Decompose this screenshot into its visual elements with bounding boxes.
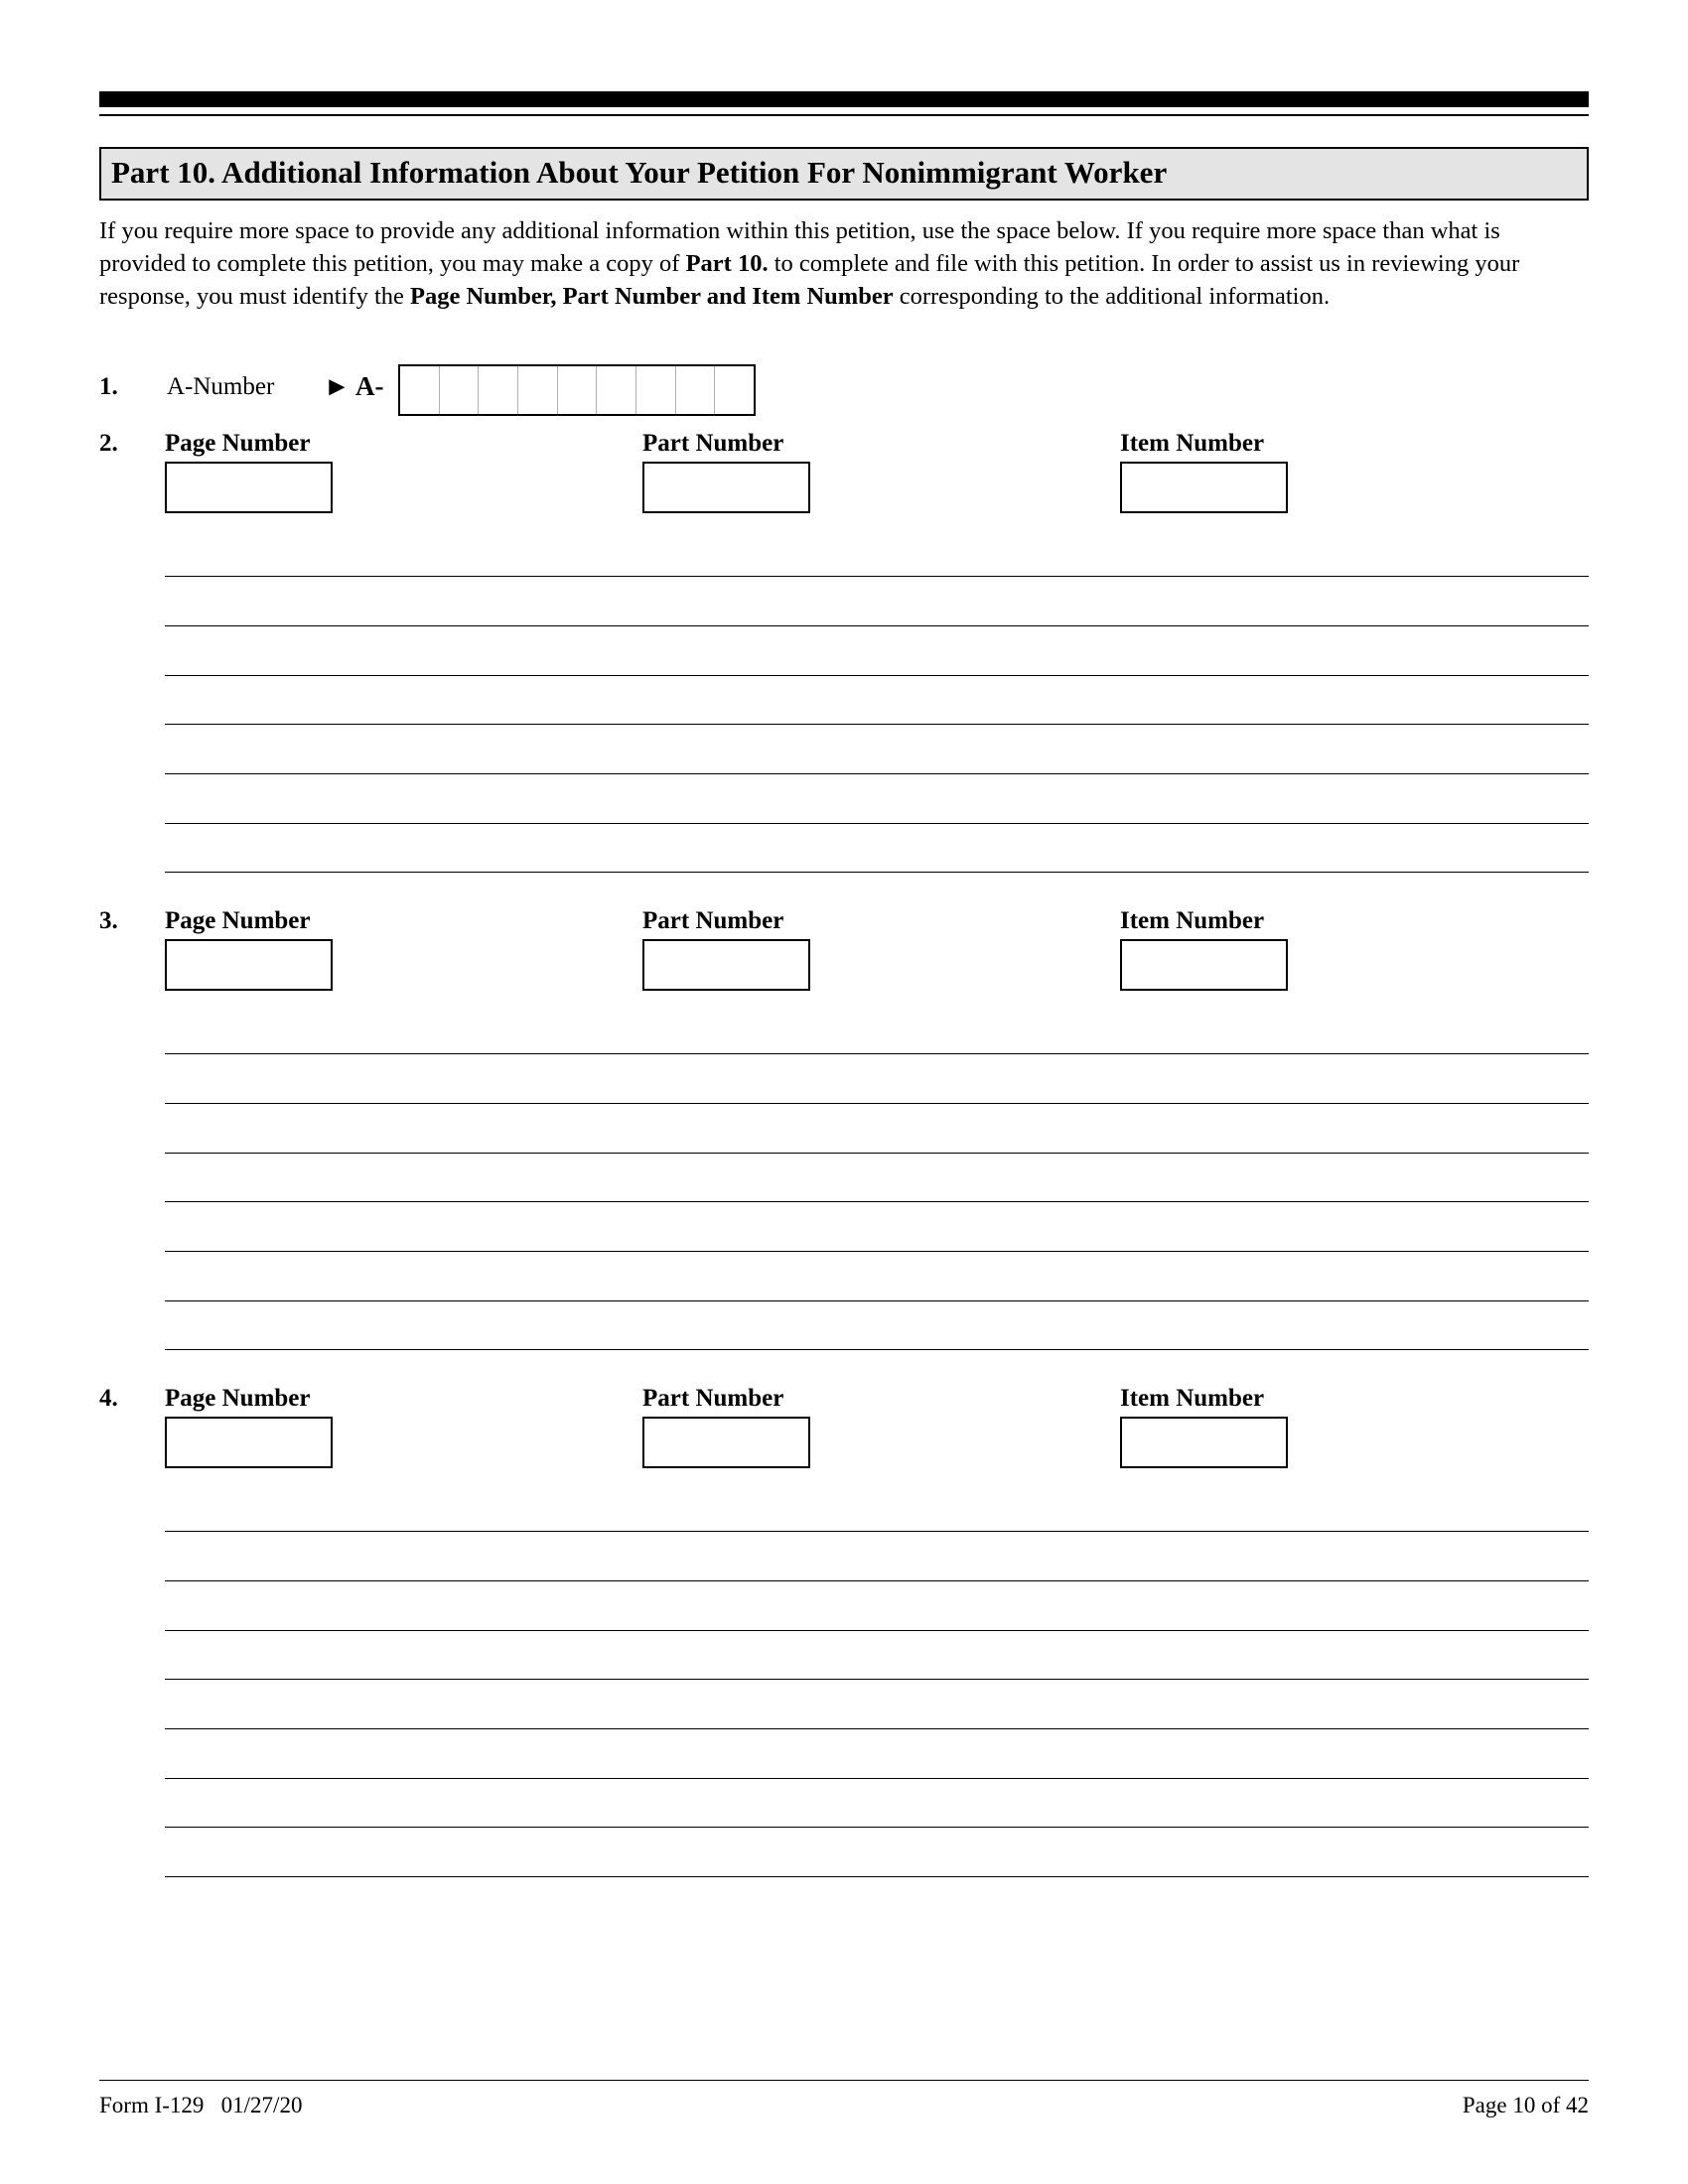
a-number-digit [479, 366, 518, 414]
item-2-page-number-label: Page Number [165, 430, 311, 457]
item-3-number: 3. [99, 907, 118, 934]
item-3-answer-line[interactable] [165, 1053, 1589, 1054]
item-2-answer-line[interactable] [165, 625, 1589, 626]
item-4-part-number-input[interactable] [642, 1417, 810, 1468]
a-number-prefix: ► A- [324, 371, 384, 401]
a-number-digit [715, 366, 754, 414]
item-4-answer-line[interactable] [165, 1580, 1589, 1581]
top-rule-thick [99, 91, 1589, 107]
item-2-number: 2. [99, 430, 118, 457]
item-4-answer-line[interactable] [165, 1630, 1589, 1631]
a-number-input[interactable] [398, 364, 756, 416]
item-4-number: 4. [99, 1385, 118, 1412]
item-2-item-number-input[interactable] [1120, 462, 1288, 513]
intro-text-1: If you require more space to provide any additional information within this petition, use the space below. If you require more space than what is provided to complete this petition, you may make a copy of [99, 217, 1500, 277]
a-number-digit [400, 366, 440, 414]
item-3-part-number-label: Part Number [642, 907, 784, 934]
part-10-header [99, 147, 1589, 201]
item-3-answer-line[interactable] [165, 1103, 1589, 1104]
a-number-label: A-Number [167, 373, 275, 400]
a-number-digit [558, 366, 598, 414]
item-4-page-number-input[interactable] [165, 1417, 333, 1468]
a-number-digit [518, 366, 558, 414]
a-number-digit [597, 366, 636, 414]
a-number-digit [676, 366, 716, 414]
item-4-page-number-label: Page Number [165, 1385, 311, 1412]
item-4-item-number-input[interactable] [1120, 1417, 1288, 1468]
intro-paragraph [99, 214, 1589, 313]
footer-form-id: Form I-129 01/27/20 [99, 2093, 303, 2117]
item-2-part-number-label: Part Number [642, 430, 784, 457]
item-2-page-number-input[interactable] [165, 462, 333, 513]
item-4-answer-line[interactable] [165, 1778, 1589, 1779]
item-2-answer-line[interactable] [165, 823, 1589, 824]
intro-bold-2: Page Number, Part Number and Item Number [410, 283, 894, 310]
top-rule-thin [99, 114, 1589, 116]
item-4-part-number-label: Part Number [642, 1385, 784, 1412]
intro-text-3: corresponding to the additional information. [893, 283, 1331, 310]
item-4-answer-line[interactable] [165, 1827, 1589, 1828]
item-4-answer-line[interactable] [165, 1679, 1589, 1680]
item-3-answer-line[interactable] [165, 1201, 1589, 1202]
intro-bold-1: Part 10. [685, 250, 769, 277]
item-2-part-number-input[interactable] [642, 462, 810, 513]
item-2-answer-line[interactable] [165, 872, 1589, 873]
part-10-title: Part 10. Additional Information About Your Petition For Nonimmigrant Worker [111, 155, 1168, 190]
item-3-page-number-label: Page Number [165, 907, 311, 934]
a-number-digit [636, 366, 676, 414]
item-2-answer-line[interactable] [165, 675, 1589, 676]
item-1-number: 1. [99, 373, 118, 400]
footer-page-number: Page 10 of 42 [1462, 2093, 1589, 2117]
item-4-answer-line[interactable] [165, 1876, 1589, 1877]
item-3-answer-line[interactable] [165, 1251, 1589, 1252]
item-3-part-number-input[interactable] [642, 939, 810, 991]
item-4-answer-line[interactable] [165, 1531, 1589, 1532]
item-4-item-number-label: Item Number [1120, 1385, 1265, 1412]
a-number-digit [440, 366, 480, 414]
item-2-answer-line[interactable] [165, 773, 1589, 774]
item-3-answer-line[interactable] [165, 1153, 1589, 1154]
item-2-answer-line[interactable] [165, 576, 1589, 577]
item-3-item-number-input[interactable] [1120, 939, 1288, 991]
item-2-item-number-label: Item Number [1120, 430, 1265, 457]
footer-rule [99, 2080, 1589, 2081]
item-2-answer-line[interactable] [165, 724, 1589, 725]
item-3-answer-line[interactable] [165, 1300, 1589, 1301]
item-3-answer-line[interactable] [165, 1349, 1589, 1350]
item-3-item-number-label: Item Number [1120, 907, 1265, 934]
item-3-page-number-input[interactable] [165, 939, 333, 991]
item-4-answer-line[interactable] [165, 1728, 1589, 1729]
intro-text-2: to complete and file with this petition. In order to assist us in reviewing your response, you must identify the [99, 250, 1520, 310]
